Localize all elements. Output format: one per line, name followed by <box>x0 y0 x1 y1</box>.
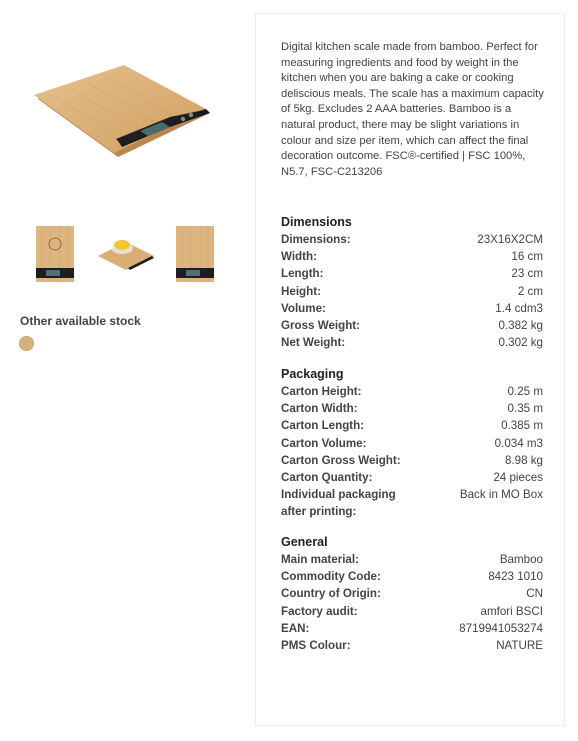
spec-value: 0.35 m <box>507 402 543 416</box>
spec-row <box>281 417 543 434</box>
spec-label: Carton Quantity: <box>281 471 373 485</box>
dimensions-section <box>281 214 543 351</box>
spec-label: Country of Origin: <box>281 587 381 601</box>
spec-label: Main material: <box>281 553 359 566</box>
spec-value: NATURE <box>496 639 543 653</box>
spec-value: 0.382 kg <box>498 319 543 333</box>
spec-row <box>281 486 543 520</box>
spec-row <box>281 585 543 602</box>
spec-label: Carton Length: <box>281 419 365 433</box>
packaging-section <box>281 366 543 521</box>
spec-row <box>281 469 543 486</box>
section-title: Dimensions <box>281 215 352 229</box>
product-description: Digital kitchen scale made from bamboo. Perfect for measuring ingredients and food by weight in the kitchen when you are baking a cake or cooking deliscious meals. The scale has a maximum capacity of 5kg. Excludes 2 AAA batteries. Bamboo is a natural product, there may be slight variations in colour and size per item, which can affect the final decoration outcome. FSC®-certified | FSC 100%, N5.7, FSC-C213206 <box>281 41 544 178</box>
spec-row <box>281 283 543 300</box>
section-title: General <box>281 535 328 549</box>
spec-label: Carton Gross Weight: <box>281 453 401 467</box>
main-product-image[interactable] <box>20 55 220 185</box>
spec-label: Dimensions: <box>281 233 351 246</box>
spec-row <box>281 334 543 351</box>
spec-label: Width: <box>281 250 317 264</box>
thumbnail-with-bowl[interactable] <box>94 222 156 288</box>
spec-row <box>281 248 543 265</box>
spec-value: 8719941053274 <box>459 621 543 635</box>
spec-row <box>281 551 543 568</box>
spec-row <box>281 300 543 317</box>
spec-value: 0.302 kg <box>498 336 543 350</box>
product-gallery <box>0 0 250 741</box>
spec-label: Factory audit: <box>281 604 358 618</box>
spec-value: 2 cm <box>517 284 543 298</box>
spec-label: EAN: <box>281 621 310 635</box>
spec-row <box>281 231 543 248</box>
spec-row <box>281 400 543 417</box>
section-title: Packaging <box>281 367 344 381</box>
spec-label: PMS Colour: <box>281 639 351 653</box>
spec-row <box>281 620 543 637</box>
spec-value: 8.98 kg <box>504 453 543 467</box>
spec-label: Length: <box>281 267 324 281</box>
spec-row <box>281 568 543 585</box>
spec-value: 23 cm <box>511 267 543 281</box>
spec-label: Net Weight: <box>281 336 346 350</box>
spec-row <box>281 452 543 469</box>
thumbnail-front-plain[interactable] <box>170 222 220 288</box>
spec-label: Carton Width: <box>281 402 358 416</box>
spec-row <box>281 435 543 452</box>
thumbnail-strip <box>30 222 220 288</box>
general-section <box>281 534 543 654</box>
spec-label: Commodity Code: <box>281 570 381 584</box>
spec-value: Bamboo <box>499 553 543 566</box>
spec-value: 0.25 m <box>507 385 543 398</box>
thumbnail-front-logo[interactable] <box>30 222 80 288</box>
spec-label: Individual packaging after printing: <box>281 488 396 519</box>
spec-label: Carton Volume: <box>281 436 367 450</box>
color-swatch-nature[interactable] <box>19 336 34 351</box>
other-stock-title: Other available stock <box>20 314 141 328</box>
spec-row <box>281 265 543 282</box>
spec-label: Height: <box>281 284 321 298</box>
spec-label: Volume: <box>281 301 326 315</box>
spec-row <box>281 637 543 654</box>
spec-value: CN <box>526 587 543 601</box>
spec-label: Carton Height: <box>281 385 362 398</box>
spec-row <box>281 383 543 400</box>
product-details-panel <box>255 13 565 726</box>
spec-value: 23X16X2CM <box>477 233 543 246</box>
spec-value: 8423 1010 <box>488 570 543 584</box>
spec-label: Gross Weight: <box>281 319 361 333</box>
spec-value: 0.034 m3 <box>494 436 543 450</box>
spec-value: Back in MO Box <box>459 488 543 502</box>
spec-row <box>281 603 543 620</box>
spec-value: 0.385 m <box>501 419 543 433</box>
spec-value: 1.4 cdm3 <box>495 301 543 315</box>
spec-value: 16 cm <box>511 250 543 264</box>
spec-row <box>281 317 543 334</box>
spec-value: 24 pieces <box>493 471 543 485</box>
spec-value: amfori BSCI <box>480 604 543 618</box>
